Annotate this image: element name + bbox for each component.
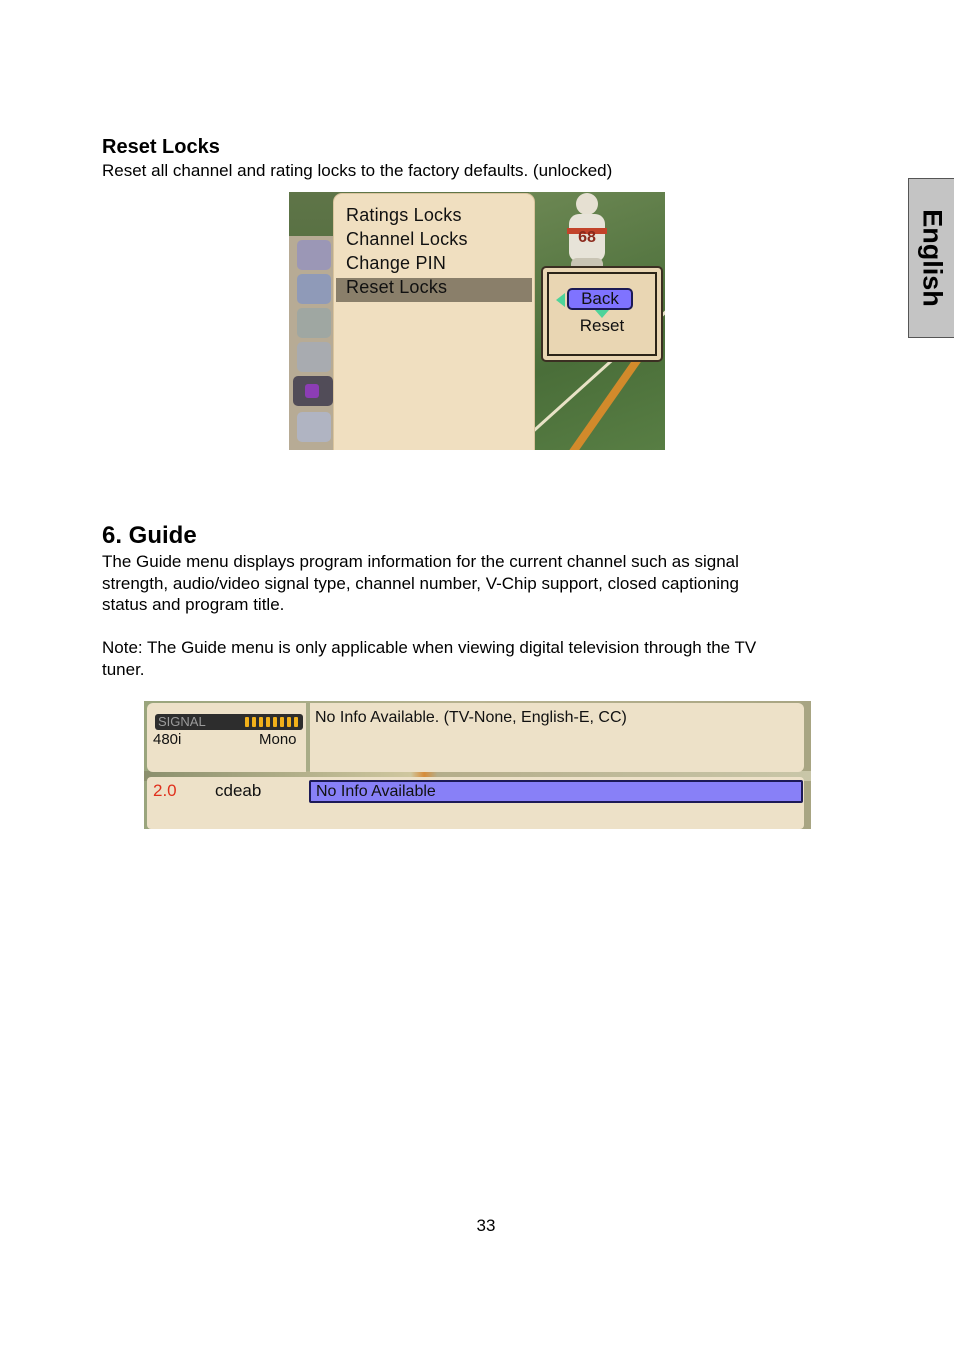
program-info-text: No Info Available. (TV-None, English-E, CC) <box>315 709 627 726</box>
guide-description-line-2: strength, audio/video signal type, channel number, V-Chip support, closed captioning <box>102 573 739 593</box>
program-title: No Info Available <box>316 783 436 800</box>
signal-segment <box>259 717 263 727</box>
menu-item-channel-locks[interactable]: Channel Locks <box>346 229 468 249</box>
signal-label: SIGNAL <box>158 714 206 729</box>
channel-number: 2.0 <box>153 781 177 800</box>
left-arrow-icon <box>556 293 565 307</box>
guide-description <box>102 551 739 616</box>
video-format: 480i <box>153 731 182 748</box>
guide-note <box>102 637 756 680</box>
channel-name: cdeab <box>215 781 262 800</box>
signal-segment <box>252 717 256 727</box>
signal-meter <box>155 714 303 730</box>
guide-heading: 6. Guide <box>102 522 197 549</box>
signal-segment <box>287 717 291 727</box>
lock-icon[interactable] <box>293 376 333 406</box>
signal-segment <box>294 717 298 727</box>
guide-description-line-1: The Guide menu displays program information for the current channel such as signal <box>102 552 739 571</box>
guide-icon[interactable] <box>297 412 331 442</box>
page-number: 33 <box>476 1216 496 1235</box>
reset-button[interactable]: Reset <box>579 316 625 335</box>
lock-menu-screenshot <box>289 192 665 450</box>
guide-note-line-1: Note: The Guide menu is only applicable when viewing digital television through the TV <box>102 638 757 657</box>
signal-info-panel <box>147 703 306 772</box>
reset-confirm-dialog <box>541 266 663 362</box>
signal-segment <box>280 717 284 727</box>
language-side-tab <box>908 178 954 338</box>
reset-locks-heading: Reset Locks <box>102 136 220 158</box>
guide-note-line-2: tuner. <box>102 659 145 679</box>
program-info-panel <box>310 703 804 772</box>
audio-type: Mono <box>259 731 297 748</box>
signal-segment <box>245 717 249 727</box>
menu-icon-strip <box>289 236 335 450</box>
program-title-selection[interactable] <box>309 780 803 803</box>
guide-description-line-3: status and program title. <box>102 595 285 614</box>
menu-item-change-pin[interactable]: Change PIN <box>346 253 447 273</box>
reset-locks-description: Reset all channel and rating locks to the factory defaults. (unlocked) <box>102 161 613 180</box>
language-tab-label: English <box>917 209 947 307</box>
signal-segment <box>273 717 277 727</box>
signal-segment <box>266 717 270 727</box>
tv-icon[interactable] <box>297 308 331 338</box>
back-button[interactable]: Back <box>567 288 633 310</box>
menu-item-reset-locks[interactable]: Reset Locks <box>346 277 448 297</box>
setup-icon[interactable] <box>297 342 331 372</box>
audio-icon[interactable] <box>297 274 331 304</box>
player-jersey-number: 68 <box>578 229 596 246</box>
guide-bar-screenshot <box>144 701 811 829</box>
locks-menu-panel <box>334 194 534 450</box>
picture-icon[interactable] <box>297 240 331 270</box>
menu-item-ratings-locks[interactable]: Ratings Locks <box>346 205 462 225</box>
